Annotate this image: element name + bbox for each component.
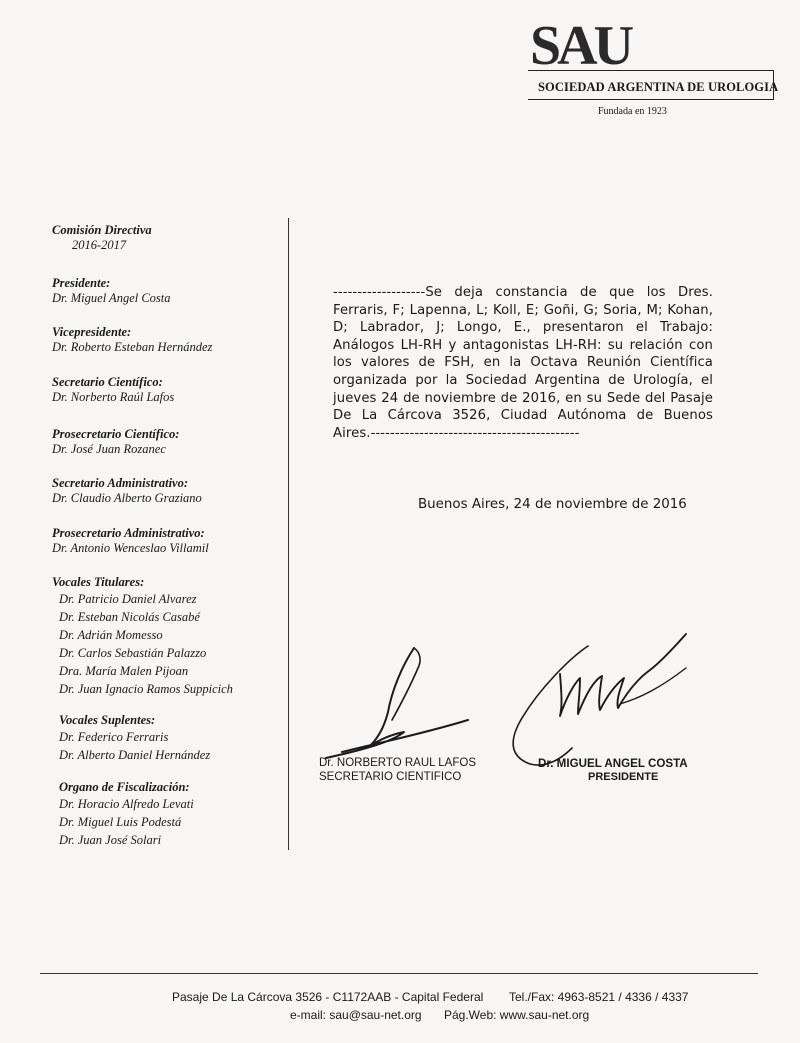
board-member: Dr. José Juan Rozanec (52, 442, 166, 456)
section-heading: Organo de Fiscalización: (59, 780, 190, 794)
commission-title: Comisión Directiva (52, 223, 152, 237)
section-heading: Prosecretario Científico: (52, 427, 180, 441)
sau-logo-mark (528, 14, 778, 74)
certificate-text: -------------------Se deja constancia de que los Dres. Ferraris, F; Lapenna, L; Koll, E; Goñi, G; Soria, M; Kohan, D; Labrador, J; Longo, E., presentaron el Trabajo: Análogos LH-RH y antagonistas LH-RH: su relación con los valores de FSH, en la Octava Reunión Científica organizada por la Sociedad Argentina de Urología, el jueves 24 de noviembre de 2016, en su Sede del Pasaje De La Cárcova 3526, Ciudad Autónoma de Buenos Aires.------------------------------------------- (333, 285, 713, 441)
footer-website: Pág.Web: www.sau-net.org (444, 1008, 590, 1022)
logo-society-name: SOCIEDAD ARGENTINA DE UROLOGIA (538, 80, 779, 94)
svg-text:SAU: SAU (530, 15, 631, 74)
board-member: Dr. Norberto Raúl Lafos (52, 390, 175, 404)
board-member: Dr. Horacio Alfredo Levati (59, 797, 194, 811)
board-member: Dr. Antonio Wenceslao Villamil (52, 541, 209, 555)
section-heading: Vicepresidente: (52, 325, 132, 339)
logo-founded: Fundada en 1923 (598, 106, 667, 117)
footer-email: e-mail: sau@sau-net.org (290, 1008, 422, 1022)
board-member: Dr. Miguel Angel Costa (52, 291, 171, 305)
section-heading: Prosecretario Administrativo: (52, 526, 205, 540)
column-divider (288, 218, 289, 850)
footer-rule (40, 973, 758, 974)
board-member: Dr. Juan Ignacio Ramos Suppicich (59, 682, 233, 696)
signer-left-role: SECRETARIO CIENTIFICO (319, 771, 462, 783)
sau-logo (528, 14, 779, 117)
board-member: Dr. Carlos Sebastián Palazzo (59, 646, 207, 660)
signer-right-role: PRESIDENTE (588, 771, 659, 783)
board-member: Dr. Miguel Luis Podestá (59, 815, 182, 829)
board-member: Dr. Juan José Solari (59, 833, 162, 847)
board-member: Dr. Federico Ferraris (59, 730, 169, 744)
section-heading: Secretario Científico: (52, 375, 163, 389)
board-member: Dr. Adrián Momesso (59, 628, 163, 642)
section-heading: Vocales Titulares: (52, 575, 145, 589)
signer-left-name: Dr. NORBERTO RAUL LAFOS (319, 757, 476, 769)
footer-address: Pasaje De La Cárcova 3526 - C1172AAB - Capital Federal (172, 990, 484, 1004)
commission-period: 2016-2017 (72, 238, 127, 252)
board-member: Dr. Patricio Daniel Alvarez (59, 592, 197, 606)
footer-phone: Tel./Fax: 4963-8521 / 4336 / 4337 (509, 990, 689, 1004)
section-heading: Presidente: (52, 276, 111, 290)
signer-right-name: Dr. MIGUEL ANGEL COSTA (538, 757, 688, 770)
signature-costa (500, 628, 700, 768)
board-member: Dr. Alberto Daniel Hernández (59, 748, 211, 762)
section-heading: Secretario Administrativo: (52, 476, 188, 490)
place-date: Buenos Aires, 24 de noviembre de 2016 (418, 497, 687, 512)
board-member: Dr. Roberto Esteban Hernández (52, 340, 213, 354)
board-sidebar (0, 0, 288, 900)
board-member: Dra. María Malen Pijoan (59, 664, 189, 678)
board-member: Dr. Esteban Nicolás Casabé (59, 610, 200, 624)
board-member: Dr. Claudio Alberto Graziano (52, 491, 202, 505)
signature-lafos (322, 642, 472, 760)
section-heading: Vocales Suplentes: (59, 713, 156, 727)
